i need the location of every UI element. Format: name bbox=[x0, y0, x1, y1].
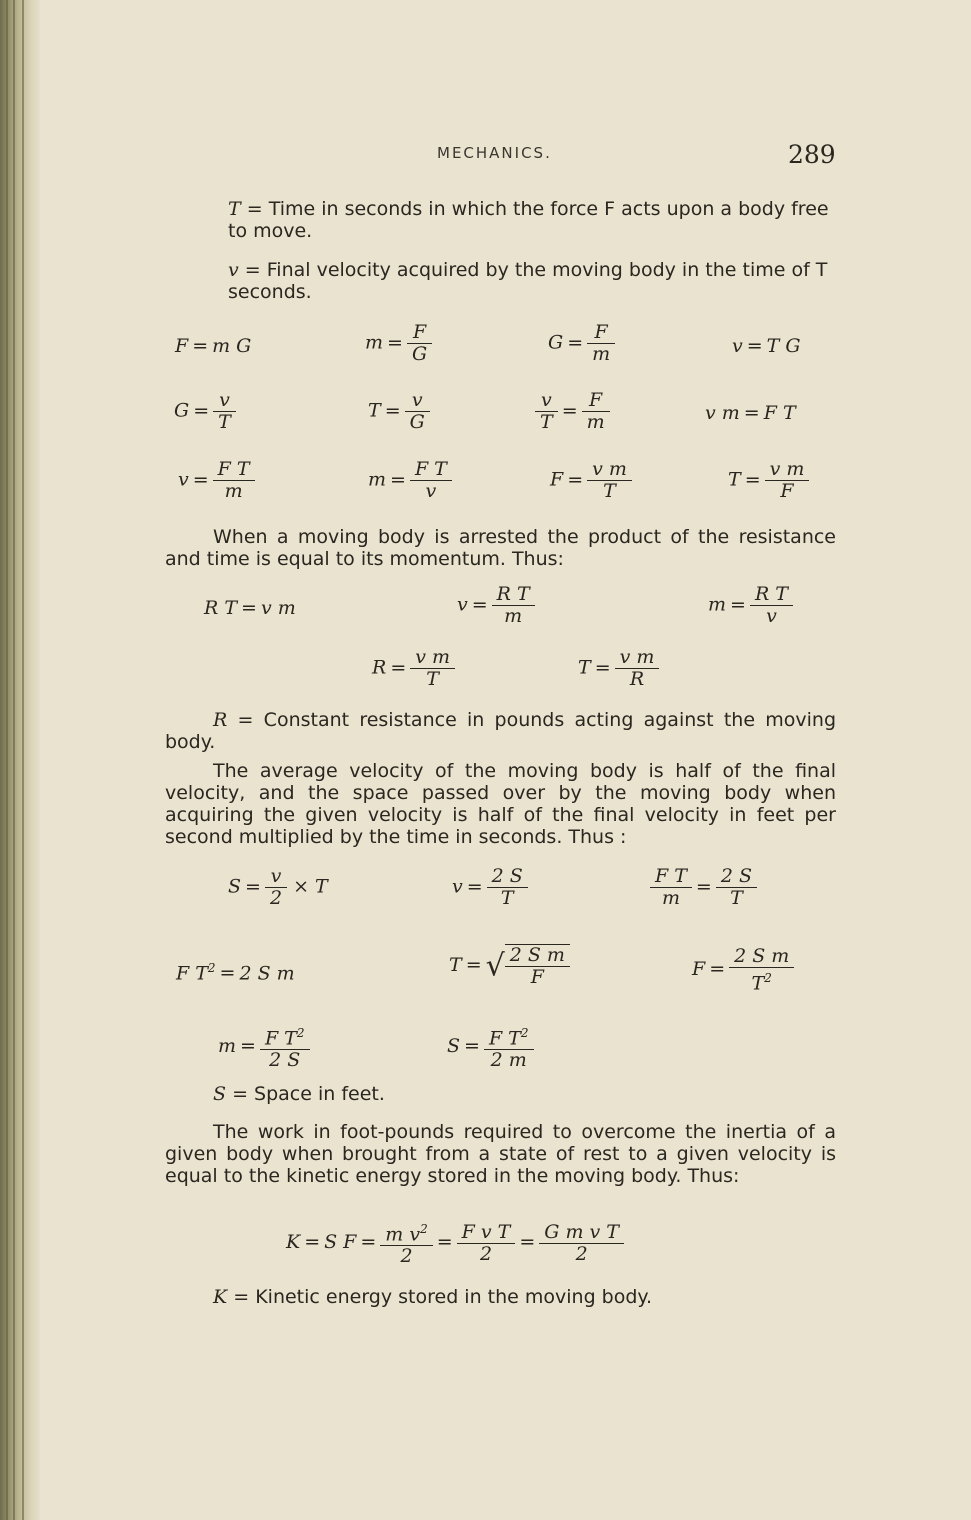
definition-R: R = Constant resistance in pounds acting against the moving body. bbox=[165, 709, 837, 753]
formula-RT-vm: R T = v m bbox=[204, 597, 296, 619]
formula-v-RT-over-m: v = $\frac{\text{R T}}{m}$ bbox=[457, 584, 535, 627]
formula-vm-FT: v m = F T bbox=[705, 402, 796, 424]
work-paragraph: The work in foot-pounds required to overcome the inertia of a given body when brought from a state of rest to a given velocity is equal to the kinetic energy stored in the moving body. Thus: bbox=[165, 1121, 836, 1187]
velocity-paragraph: The average velocity of the moving body is half of the final velocity, and the space passed over by the moving body when acquiring the given velocity is half of the final velocity in feet per second multiplied by the time in seconds. Thus : bbox=[165, 760, 836, 848]
formula-G-F-over-m: G = $\frac{F}{m}$ bbox=[548, 322, 615, 365]
formula-v-FT-over-m: v = $\frac{\text{F T}}{m}$ bbox=[178, 459, 255, 502]
formula-FT-over-m-2S-over-T: $\frac{\text{F T}}{m}$ = $\frac{2 S}{T}$ bbox=[650, 866, 757, 909]
formula-T-vm-over-R: T = $\frac{\text{v m}}{R}$ bbox=[578, 647, 659, 690]
formula-T-v-over-G: T = $\frac{v}{G}$ bbox=[368, 390, 430, 433]
definition-T: T = Time in seconds in which the force F acts upon a body free to move. bbox=[228, 198, 829, 242]
formula-S-v-over-2-times-T: S = $\frac{v}{2}$ × T bbox=[228, 865, 328, 909]
page-number: 289 bbox=[788, 140, 836, 169]
formula-m-RT-over-v: m = $\frac{\text{R T}}{v}$ bbox=[708, 584, 793, 627]
formula-m-FT2-over-2S: m = $\frac{F T^2}{2 S}$ bbox=[218, 1023, 310, 1071]
formula-v-2S-over-T: v = $\frac{2 S}{T}$ bbox=[452, 866, 528, 909]
definition-v: v = Final velocity acquired by the moving body in the time of T seconds. bbox=[228, 259, 828, 303]
formula-R-vm-over-T: R = $\frac{\text{v m}}{T}$ bbox=[372, 647, 455, 690]
definition-K: K = Kinetic energy stored in the moving body. bbox=[213, 1286, 652, 1308]
formula-T-vm-over-F: T = $\frac{\text{v m}}{F}$ bbox=[728, 459, 809, 502]
formula-kinetic-energy: K = S F = $\frac{m v^2}{2}$ = $\frac{\text{F v T}}{2}$ = $\frac{\text{G m v T}}{2}$ bbox=[286, 1219, 624, 1267]
formula-FT2-2Sm: F $T^2 = 2$ S m bbox=[176, 961, 295, 985]
formula-m-FT-over-v: m = $\frac{\text{F T}}{v}$ bbox=[368, 459, 452, 502]
formula-S-FT2-over-2m: S = $\frac{F T^2}{2 m}$ bbox=[447, 1023, 534, 1071]
formula-T-sqrt-2Sm-over-F: T = √ $\frac{\text{2 S m}}{F}$ bbox=[449, 944, 570, 988]
formula-m-F-over-G: m = $\frac{F}{G}$ bbox=[365, 322, 432, 365]
definition-S: S = Space in feet. bbox=[213, 1083, 385, 1105]
running-title: MECHANICS. bbox=[437, 144, 552, 162]
formula-v-TG: v = T G bbox=[732, 335, 801, 357]
formula-F-mG: F = m G bbox=[175, 335, 252, 357]
formula-G-v-over-T: G = $\frac{v}{T}$ bbox=[174, 390, 236, 433]
formula-F-2Sm-over-T2: F = $\frac{\text{2 S m}}{T^2}$ bbox=[692, 946, 794, 994]
formula-F-vm-over-T: F = $\frac{\text{v m}}{T}$ bbox=[550, 459, 632, 502]
formula-v-over-T-F-over-m: $\frac{v}{T}$ = $\frac{F}{m}$ bbox=[535, 390, 610, 433]
momentum-paragraph: When a moving body is arrested the product of the resistance and time is equal to its momentum. Thus: bbox=[165, 526, 836, 570]
